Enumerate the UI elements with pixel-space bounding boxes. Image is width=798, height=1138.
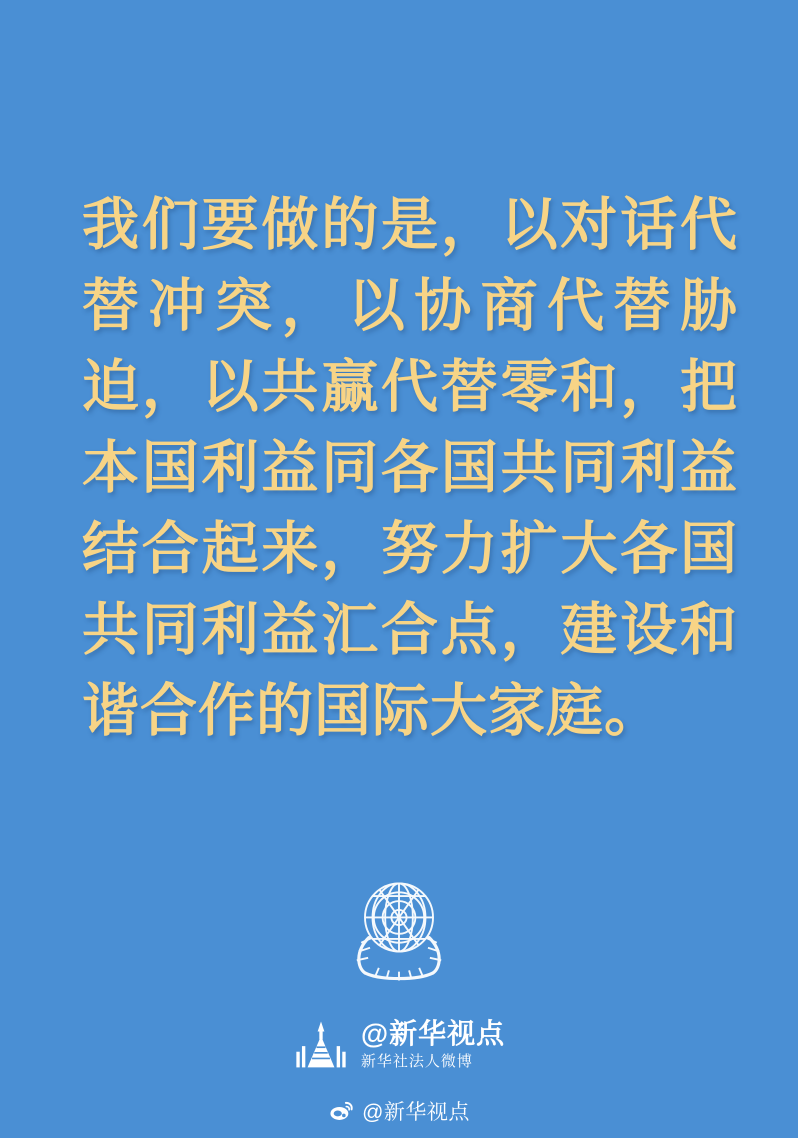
weibo-icon [328,1098,354,1124]
brand-text-block [361,1020,505,1069]
quote-text: 我们要做的是，以对话代替冲突，以协商代替胁迫，以共赢代替零和，把本国利益同各国共同利益结合起来，努力扩大各国共同利益汇合点，建设和谐合作的国际大家庭。 [82,194,738,743]
brand-container [0,1019,798,1071]
xinhua-logo-mark-icon [293,1019,349,1071]
brand-name: @新华视点 [360,1018,506,1050]
united-nations-emblem-icon [336,857,462,983]
weibo-handle: @新华视点 [362,1101,470,1124]
brand-subtitle: 新华社法人微博 [360,1053,473,1071]
footer-watermark-bar [0,1084,798,1138]
emblem-container [0,857,798,983]
